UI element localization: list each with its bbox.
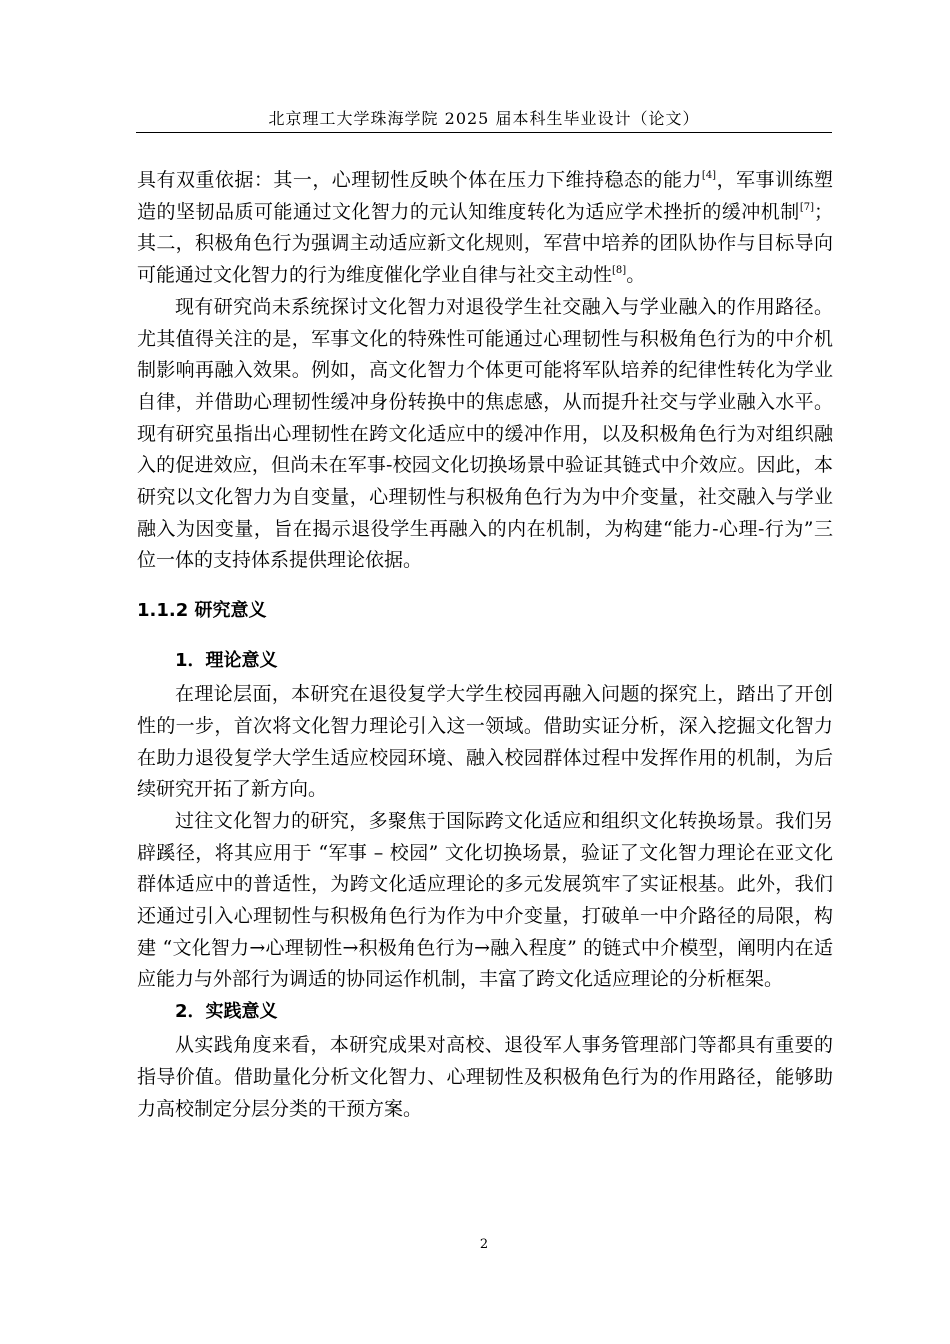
paragraph-theory-1: 在理论层面，本研究在退役复学大学生校园再融入问题的探究上，踏出了开创性的一步，首次将文化智力理论引入这一领域。借助实证分析，深入挖掘文化智力在助力退役复学大学生适应校园环境、融入校园群体过程中发挥作用的机制，为后续研究开拓了新方向。	[137, 683, 833, 801]
p1-text-2: ，军事训练塑造的坚韧品质可能通过文化智力的元认知维度转化为适应学术挫折的缓冲机制	[137, 169, 833, 223]
citation-7: [7]	[799, 201, 814, 213]
p1-text-4: 。	[626, 264, 646, 287]
paragraph-practice: 从实践角度来看，本研究成果对高校、退役军人事务管理部门等都具有重要的指导价值。借助量化分析文化智力、心理韧性及积极角色行为的作用路径，能够助力高校制定分层分类的干预方案。	[137, 1034, 833, 1120]
citation-8: [8]	[612, 265, 627, 277]
p1-text-1: 具有双重依据：其一，心理韧性反映个体在压力下维持稳态的能力	[137, 169, 702, 191]
subheading-practice: 2．实践意义	[175, 1001, 278, 1023]
paragraph-continued	[137, 165, 833, 292]
p1-text-3: ；其二，积极角色行为强调主动适应新文化规则，军营中培养的团队协作与目标导向可能通过文化智力的行为维度催化学业自律与社交主动性	[137, 200, 833, 287]
subheading-theory: 1．理论意义	[175, 650, 278, 672]
section-heading: 1.1.2 研究意义	[137, 600, 267, 622]
paragraph-theory-2: 过往文化智力的研究，多聚焦于国际跨文化适应和组织文化转换场景。我们另辟蹊径，将其应用于 “军事 – 校园” 文化切换场景，验证了文化智力理论在亚文化群体适应中的普适性，为跨文化适应理论的多元发展筑牢了实证根基。此外，我们还通过引入心理韧性与积极角色行为作为中介变量，打破单一中介路径的局限，构建 “文化智力→心理韧性→积极角色行为→融入程度” 的链式中介模型，阐明内在适应能力与外部行为调适的协同运作机制，丰富了跨文化适应理论的分析框架。	[137, 809, 833, 991]
running-header: 北京理工大学珠海学院 2025 届本科生毕业设计（论文）	[268, 109, 700, 128]
header-rule	[136, 132, 832, 133]
page-number: 2	[479, 1237, 489, 1252]
paragraph-research-gap: 现有研究尚未系统探讨文化智力对退役学生社交融入与学业融入的作用路径。尤其值得关注的是，军事文化的特殊性可能通过心理韧性与积极角色行为的中介机制影响再融入效果。例如，高文化智力个体更可能将军队培养的纪律性转化为学业自律，并借助心理韧性缓冲身份转换中的焦虑感，从而提升社交与学业融入水平。现有研究虽指出心理韧性在跨文化适应中的缓冲作用，以及积极角色行为对组织融入的促进效应，但尚未在军事-校园文化切换场景中验证其链式中介效应。因此，本研究以文化智力为自变量，心理韧性与积极角色行为为中介变量，社交融入与学业融入为因变量，旨在揭示退役学生再融入的内在机制，为构建“能力-心理-行为”三位一体的支持体系提供理论依据。	[137, 295, 833, 572]
citation-4: [4]	[701, 170, 717, 181]
body-text	[137, 165, 833, 1125]
